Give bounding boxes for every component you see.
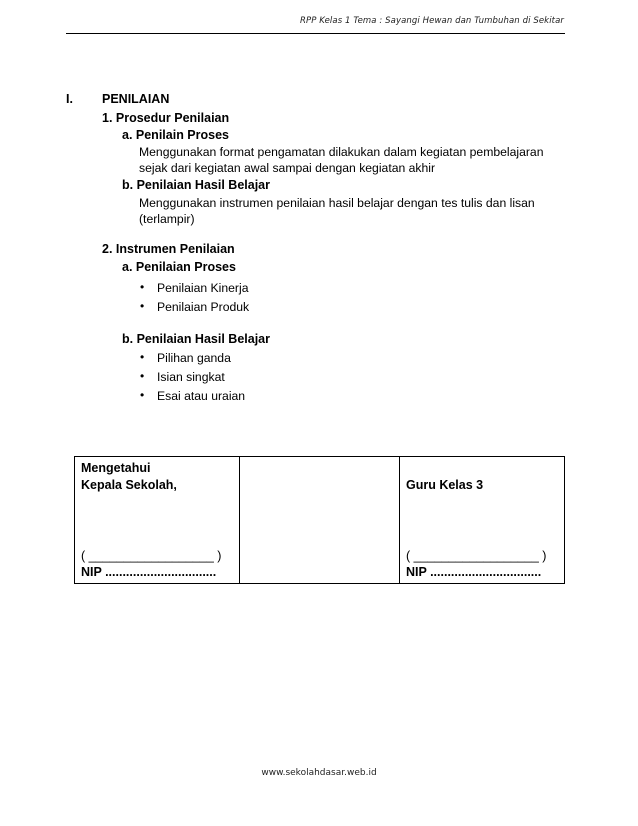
procedure-a-line2: sejak dari kegiatan awal sampai dengan kegiatan akhir xyxy=(139,161,436,175)
bullet-icon: • xyxy=(140,388,145,402)
principal-nip: NIP ................................ xyxy=(81,565,217,579)
subsection-instrument-title: 2. Instrumen Penilaian xyxy=(102,242,235,256)
instrument-a-title: a. Penilaian Proses xyxy=(122,260,236,274)
bullet-icon: • xyxy=(140,369,145,383)
page-footer: www.sekolahdasar.web.id xyxy=(261,768,377,778)
list-item: Pilihan ganda xyxy=(157,351,231,365)
list-item: Isian singkat xyxy=(157,370,225,384)
bullet-icon: • xyxy=(140,350,145,364)
principal-title: Kepala Sekolah, xyxy=(81,478,177,492)
bullet-icon: • xyxy=(140,299,145,313)
procedure-b-line2: (terlampir) xyxy=(139,212,195,226)
signature-cell-empty xyxy=(240,457,400,584)
subsection-procedure-title: 1. Prosedur Penilaian xyxy=(102,111,230,125)
page-header: RPP Kelas 1 Tema : Sayangi Hewan dan Tumbuhan di Sekitar xyxy=(299,16,564,26)
procedure-b-line1: Menggunakan instrumen penilaian hasil belajar dengan tes tulis dan lisan xyxy=(139,196,535,210)
section-number: I. xyxy=(66,92,73,106)
signature-cell-principal xyxy=(75,457,240,584)
teacher-nip: NIP ................................ xyxy=(406,565,542,579)
header-rule xyxy=(66,33,565,34)
teacher-title: Guru Kelas 3 xyxy=(406,478,484,492)
procedure-b-title: b. Penilaian Hasil Belajar xyxy=(122,178,270,192)
principal-name-blank: ( __________________ ) xyxy=(81,549,222,563)
procedure-a-title: a. Penilain Proses xyxy=(122,128,229,142)
list-item: Penilaian Kinerja xyxy=(157,281,249,295)
principal-acknowledge: Mengetahui xyxy=(81,461,151,475)
list-item: Esai atau uraian xyxy=(157,389,246,403)
teacher-name-blank: ( __________________ ) xyxy=(406,549,547,563)
signature-table xyxy=(74,456,565,584)
list-item: Penilaian Produk xyxy=(157,300,250,314)
signature-cell-teacher xyxy=(400,457,565,584)
procedure-a-line1: Menggunakan format pengamatan dilakukan dalam kegiatan pembelajaran xyxy=(139,145,544,159)
section-title: PENILAIAN xyxy=(102,92,170,106)
bullet-icon: • xyxy=(140,280,145,294)
instrument-b-title: b. Penilaian Hasil Belajar xyxy=(122,332,270,346)
